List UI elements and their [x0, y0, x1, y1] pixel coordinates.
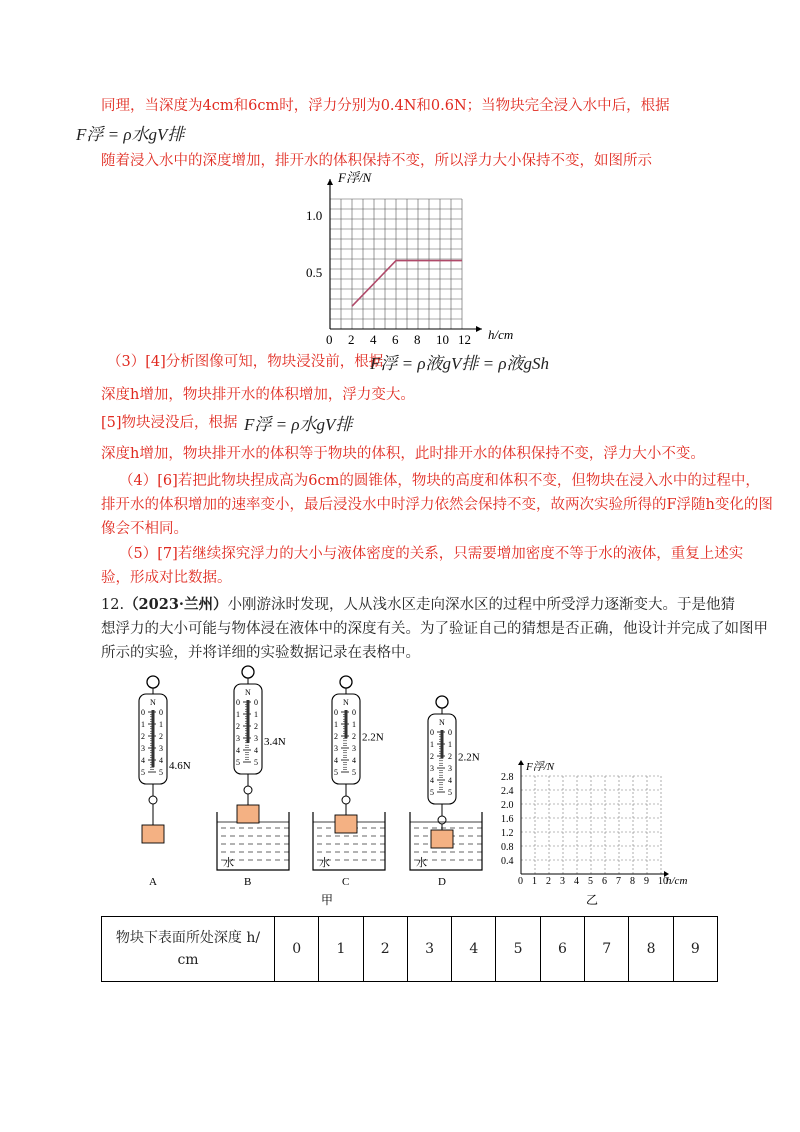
- x-tick-label: 8: [414, 332, 421, 347]
- formula-text: F浮 = ρ水gV排: [76, 125, 185, 144]
- question-12-line2: 想浮力的大小可能与物体浸在液体中的深度有关。为了验证自己的猜想是否正确，他设计并完成了如图甲: [101, 621, 768, 637]
- chart-ticks: [501, 772, 668, 887]
- table-header-line1: 物块下表面所处深度 h/: [115, 930, 261, 946]
- scale-number: 4: [141, 756, 145, 765]
- scale-number: 3: [254, 734, 258, 743]
- scale-number: 3: [430, 764, 434, 773]
- scale-number: 4: [159, 756, 163, 765]
- table-cell: 6: [540, 917, 584, 982]
- table-header-cell: [102, 917, 275, 982]
- scale-number: 5: [254, 758, 258, 767]
- scale-number: 1: [448, 740, 452, 749]
- formula-text: F浮 = ρ液gV排 = ρ液gSh: [370, 354, 550, 373]
- scale-number: 1: [254, 710, 258, 719]
- answer-text-7c: 像会不相同。: [101, 521, 188, 537]
- scale-reading: 3.4N: [264, 735, 286, 748]
- answer-text-2: 随着浸入水中的深度增加，排开水的体积保持不变，所以浮力大小保持不变，如图所示: [101, 153, 652, 169]
- scale-number: 5: [159, 768, 163, 777]
- y-tick-label: 2.4: [501, 786, 514, 797]
- question-text: 小刚游泳时发现，人从浅水区走向深水区的过程中所受浮力逐渐变大。于是他猜: [227, 597, 735, 613]
- scale-number: 1: [141, 720, 145, 729]
- scale-hook-ring: [342, 796, 350, 804]
- answer-text-5a: [5]物块浸没后，根据: [101, 415, 238, 431]
- scale-ring: [436, 696, 448, 708]
- y-axis-label: F浮/N: [526, 761, 555, 773]
- table-row: [102, 917, 718, 982]
- scale-number: 2: [430, 752, 434, 761]
- table-cell: 8: [629, 917, 673, 982]
- x-tick-label: 6: [602, 876, 607, 887]
- scale-unit: N: [343, 698, 349, 707]
- scale-number: 1: [236, 710, 240, 719]
- scale-ring: [147, 676, 159, 688]
- x-tick-label: 12: [458, 332, 471, 347]
- scale-number: 3: [141, 744, 145, 753]
- scale-number: 3: [236, 734, 240, 743]
- scale-number: 5: [430, 788, 434, 797]
- scale-number: 4: [430, 776, 434, 785]
- scale-number: 2: [159, 732, 163, 741]
- scale-number: 0: [141, 708, 145, 717]
- scale-hook-ring: [244, 786, 252, 794]
- figure-caption-jia: 甲: [321, 893, 334, 907]
- x-axis-label: h/cm: [488, 327, 514, 342]
- answer-text-3: （3）[4]分析图像可知，物块浸没前，根据: [107, 354, 384, 370]
- block: [237, 805, 259, 823]
- scale-number: 0: [236, 698, 240, 707]
- y-axis-arrow: [327, 179, 333, 185]
- scale-number: 4: [334, 756, 338, 765]
- x-tick-label: 2: [348, 332, 355, 347]
- question-12-line1: [101, 595, 735, 615]
- x-tick-label: 1: [532, 876, 537, 887]
- block: [431, 830, 453, 848]
- scale-hook-ring: [438, 816, 446, 824]
- y-axis-label: F浮/N: [338, 170, 372, 185]
- formula-buoyancy-2: [370, 349, 549, 374]
- spring-scale-d: [410, 696, 482, 888]
- water-label: 水: [319, 857, 330, 869]
- x-tick-label: 10: [436, 332, 449, 347]
- scale-hook-ring: [149, 796, 157, 804]
- scale-number: 2: [448, 752, 452, 761]
- scale-number: 0: [352, 708, 356, 717]
- y-axis-arrow: [518, 760, 524, 765]
- answer-text-8a: （5）[7]若继续探究浮力的大小与液体密度的关系，只需要增加密度不等于水的液体，重复上述实: [119, 546, 744, 562]
- scale-number: 4: [236, 746, 240, 755]
- question-number: 12.: [101, 597, 125, 613]
- answer-text-6: 深度h增加，物块排开水的体积等于物块的体积，此时排开水的体积保持不变，浮力大小不变。: [101, 446, 705, 462]
- x-axis-arrow: [476, 326, 482, 332]
- x-tick-label: 2: [546, 876, 551, 887]
- spring: [152, 710, 155, 767]
- scale-number: 5: [141, 768, 145, 777]
- scale-number: 5: [334, 768, 338, 777]
- x-axis-label: h/cm: [666, 875, 688, 887]
- panel-label: D: [438, 876, 446, 888]
- y-tick-label: 2.0: [501, 800, 514, 811]
- figure-caption-yi: 乙: [586, 893, 599, 907]
- scale-reading: 2.2N: [362, 731, 384, 744]
- x-tick-label: 9: [644, 876, 649, 887]
- empty-buoyancy-chart: [494, 758, 704, 908]
- scale-number: 1: [159, 720, 163, 729]
- scale-number: 3: [352, 744, 356, 753]
- answer-text-1: 同理，当深度为4cm和6cm时，浮力分别为0.4N和0.6N；当物块完全浸入水中后，根据: [101, 98, 670, 114]
- scale-number: 2: [334, 732, 338, 741]
- water-label: 水: [223, 857, 234, 869]
- table-header-line2: cm: [177, 952, 199, 968]
- scale-number: 2: [236, 722, 240, 731]
- table-cell: 4: [452, 917, 496, 982]
- y-tick-label: 0.4: [501, 856, 514, 867]
- spring: [441, 730, 444, 758]
- scale-number: 2: [352, 732, 356, 741]
- panel-label: A: [149, 876, 157, 888]
- scale-number: 5: [236, 758, 240, 767]
- x-tick-label: 0: [518, 876, 523, 887]
- y-tick-label: 1.2: [501, 828, 514, 839]
- scale-unit: N: [245, 688, 251, 697]
- scale-number: 4: [448, 776, 452, 785]
- scale-number: 0: [334, 708, 338, 717]
- chart-axes: [518, 760, 669, 877]
- answer-text-7b: 排开水的体积增加的速率变小，最后浸没水中时浮力依然会保持不变，故两次实验所得的F浮随h变化的图: [101, 497, 773, 513]
- chart-grid: [521, 774, 661, 874]
- answer-text-8b: 验，形成对比数据。: [101, 570, 232, 586]
- x-tick-label: 6: [392, 332, 399, 347]
- table-cell: 0: [275, 917, 319, 982]
- scale-number: 2: [141, 732, 145, 741]
- block: [142, 825, 164, 843]
- scale-unit: N: [150, 698, 156, 707]
- table-cell: 9: [673, 917, 717, 982]
- answer-text-4: 深度h增加，物块排开水的体积增加，浮力变大。: [101, 387, 415, 403]
- panel-label: C: [342, 876, 350, 888]
- x-tick-label: 4: [574, 876, 579, 887]
- figure-jia: [120, 660, 500, 910]
- scale-unit: N: [439, 718, 445, 727]
- spring: [345, 710, 348, 738]
- scale-number: 4: [254, 746, 258, 755]
- block: [335, 815, 357, 833]
- formula-text: F浮 = ρ水gV排: [244, 415, 353, 434]
- scale-ring: [242, 666, 254, 678]
- y-tick-label: 2.8: [501, 772, 514, 783]
- answer-text-7a: （4）[6]若把此物块捏成高为6cm的圆锥体，物块的高度和体积不变，但物块在浸入水中的过程中，: [119, 473, 760, 489]
- scale-number: 4: [352, 756, 356, 765]
- scale-number: 2: [254, 722, 258, 731]
- scale-number: 5: [448, 788, 452, 797]
- x-tick-label: 8: [630, 876, 635, 887]
- scale-number: 0: [159, 708, 163, 717]
- y-tick-label: 1.6: [501, 814, 514, 825]
- question-source: （2023·兰州）: [124, 596, 228, 613]
- spring-scale-a: [139, 676, 191, 888]
- scale-number: 1: [334, 720, 338, 729]
- scale-number: 5: [352, 768, 356, 777]
- question-12-line3: 所示的实验，并将详细的实验数据记录在表格中。: [101, 645, 420, 661]
- spring: [247, 700, 250, 743]
- scale-number: 3: [448, 764, 452, 773]
- scale-number: 1: [352, 720, 356, 729]
- x-tick-label: 5: [588, 876, 593, 887]
- table-cell: 3: [407, 917, 451, 982]
- scale-reading: 2.2N: [458, 751, 480, 764]
- scale-reading: 4.6N: [169, 760, 191, 773]
- x-tick-label: 10: [658, 876, 668, 887]
- y-tick-label: 1.0: [306, 208, 323, 223]
- scale-number: 0: [430, 728, 434, 737]
- chart-grid: [330, 199, 462, 329]
- x-tick-label: 0: [326, 332, 333, 347]
- formula-buoyancy-3: [244, 410, 352, 435]
- scale-number: 3: [334, 744, 338, 753]
- spring-scale-b: [217, 666, 289, 888]
- scale-number: 0: [254, 698, 258, 707]
- spring-scale-c: [313, 676, 385, 888]
- x-tick-label: 7: [616, 876, 621, 887]
- table-cell: 1: [319, 917, 363, 982]
- formula-buoyancy-1: [76, 120, 184, 145]
- table-cell: 2: [363, 917, 407, 982]
- panel-label: B: [244, 876, 252, 888]
- scale-number: 0: [448, 728, 452, 737]
- y-tick-label: 0.5: [306, 265, 323, 280]
- scale-number: 3: [159, 744, 163, 753]
- buoyancy-chart: [300, 168, 530, 348]
- scale-number: 1: [430, 740, 434, 749]
- scale-ring: [340, 676, 352, 688]
- y-tick-label: 0.8: [501, 842, 514, 853]
- water-label: 水: [416, 857, 427, 869]
- table-cell: 5: [496, 917, 540, 982]
- depth-table: [101, 916, 718, 982]
- table-cell: 7: [585, 917, 629, 982]
- x-tick-label: 3: [560, 876, 565, 887]
- x-tick-label: 4: [370, 332, 377, 347]
